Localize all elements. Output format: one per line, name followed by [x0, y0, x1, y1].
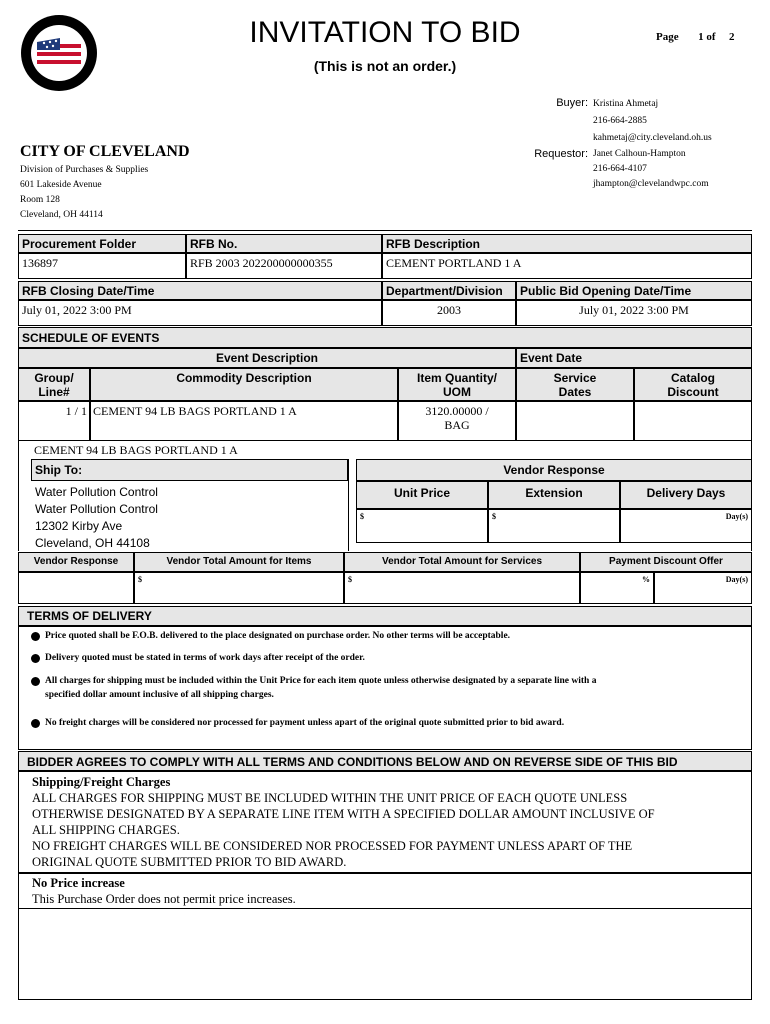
catalog-label: Catalog [670, 371, 715, 385]
discount-percent-input[interactable] [580, 572, 654, 604]
extension-header [488, 481, 620, 509]
org-division: Division of Purchases & Supplies [20, 165, 149, 175]
rfb-closing-header [18, 281, 382, 300]
procurement-folder-value: 136897 [18, 253, 186, 279]
org-street: 601 Lakeside Avenue [20, 180, 102, 190]
rfb-no-value: RFB 2003 202200000000355 [186, 253, 382, 279]
buyer-info [593, 96, 712, 147]
shipping-line: ALL SHIPPING CHARGES. [32, 823, 180, 837]
rfb-description-header [382, 234, 752, 253]
group-line-header [18, 368, 90, 401]
ship-line-2: Water Pollution Control [35, 502, 158, 516]
shipping-line: ALL CHARGES FOR SHIPPING MUST BE INCLUDED WITHIN THE UNIT PRICE OF EACH QUOTE UNLESS [32, 791, 628, 805]
inner-divider [18, 908, 752, 909]
qty-label: Item Quantity/ [416, 371, 497, 385]
bid-opening-label: Public Bid Opening Date/Time [520, 284, 692, 298]
shipping-line: NO FREIGHT CHARGES WILL BE CONSIDERED NOR PROCESSED FOR PAYMENT UNLESS APART OF THE [32, 839, 633, 853]
page-number: 1 [698, 31, 704, 43]
commodity-description-header [90, 368, 398, 401]
page-label: Page [656, 31, 679, 43]
vendor-response-label: Vendor Response [503, 463, 605, 477]
term-text: Delivery quoted must be stated in terms of work days after receipt of the order. [45, 653, 365, 663]
rfb-closing-label: RFB Closing Date/Time [22, 284, 155, 298]
delivery-days-header [620, 481, 752, 509]
shipping-freight-title: Shipping/Freight Charges [32, 775, 171, 789]
event-date-header [516, 348, 752, 368]
unit-price-input[interactable] [356, 509, 488, 543]
schedule-title: SCHEDULE OF EVENTS [22, 331, 160, 345]
totals-vendor-response-header [18, 552, 134, 572]
bullet-icon [31, 719, 40, 728]
event-description-label: Event Description [215, 351, 319, 365]
department-label: Department/Division [386, 284, 503, 298]
totals-vendor-response-cell [18, 572, 134, 604]
extension-label: Extension [525, 486, 583, 500]
unit-price-label: Unit Price [393, 486, 450, 500]
row-catalog-discount [634, 401, 752, 441]
delivery-days-suffix: Day(s) [725, 512, 748, 521]
bullet-icon [31, 654, 40, 663]
extension-input[interactable] [488, 509, 620, 543]
page-of: of [706, 31, 716, 43]
term-item [31, 674, 596, 702]
discount-days-input[interactable] [654, 572, 752, 604]
unit-price-dollar: $ [360, 512, 364, 521]
row-uom-value: BAG [444, 418, 470, 432]
requestor-info [593, 147, 709, 192]
row-quantity [398, 401, 516, 441]
totals-vendor-response-label: Vendor Response [33, 556, 119, 567]
ship-line-1: Water Pollution Control [35, 485, 158, 499]
vendor-response-header [356, 459, 752, 481]
ship-to-label: Ship To: [35, 463, 83, 477]
extension-dollar: $ [492, 512, 496, 521]
delivery-days-input[interactable] [620, 509, 752, 543]
term-item [31, 716, 564, 730]
requestor-name: Janet Calhoun-Hampton [593, 149, 686, 159]
term-text: No freight charges will be considered nor processed for payment unless apart of the original quote submitted prior to bid award. [45, 718, 565, 728]
terms-of-delivery-body [18, 626, 752, 750]
row-commodity: CEMENT 94 LB BAGS PORTLAND 1 A [90, 401, 398, 441]
buyer-label: Buyer: [556, 97, 588, 109]
term-item [31, 629, 510, 643]
buyer-name: Kristina Ahmetaj [593, 99, 659, 109]
requestor-phone: 216-664-4107 [593, 164, 647, 174]
org-address [20, 163, 148, 223]
department-value: 2003 [382, 300, 516, 326]
org-name: CITY OF CLEVELAND [20, 143, 190, 160]
requestor-label: Requestor: [534, 148, 588, 160]
discount-percent-sign: % [642, 575, 650, 584]
org-city: Cleveland, OH 44114 [20, 210, 103, 220]
total-services-input[interactable] [344, 572, 580, 604]
rfb-table-border [18, 230, 752, 231]
page-indicator [656, 31, 735, 43]
item-description: CEMENT 94 LB BAGS PORTLAND 1 A [34, 443, 238, 457]
procurement-folder-header [18, 234, 186, 253]
line-label: Line# [38, 385, 70, 399]
catalog-discount-header [634, 368, 752, 401]
terms-of-delivery-header [18, 606, 752, 626]
schedule-of-events-header [18, 327, 752, 348]
total-services-dollar: $ [348, 575, 352, 584]
total-items-header [134, 552, 344, 572]
total-items-label: Vendor Total Amount for Items [166, 556, 312, 567]
procurement-folder-label: Procurement Folder [22, 237, 137, 251]
terms-title: TERMS OF DELIVERY [27, 609, 152, 623]
service-dates-header [516, 368, 634, 401]
department-header [382, 281, 516, 300]
row-qty-value: 3120.00000 / [425, 404, 489, 418]
term-text-continued: specified dollar amount inclusive of all shipping charges. [45, 690, 274, 700]
document-title: INVITATION TO BID [249, 16, 521, 49]
buyer-email: kahmetaj@city.cleveland.oh.us [593, 133, 712, 143]
shipping-line: ORIGINAL QUOTE SUBMITTED PRIOR TO BID AWARD. [32, 855, 347, 869]
bullet-icon [31, 632, 40, 641]
ship-line-3: 12302 Kirby Ave [35, 519, 123, 533]
rfb-description-value: CEMENT PORTLAND 1 A [382, 253, 752, 279]
rfb-description-label: RFB Description [386, 237, 481, 251]
service-label: Service [553, 371, 597, 385]
total-services-label: Vendor Total Amount for Services [381, 556, 543, 567]
term-text: Price quoted shall be F.O.B. delivered to the place designated on purchase order. No other terms will be acceptable. [45, 631, 511, 641]
row-group-line: 1 / 1 [18, 401, 90, 441]
org-room: Room 128 [20, 195, 60, 205]
bid-opening-header [516, 281, 752, 300]
bidder-agrees-title: BIDDER AGREES TO COMPLY WITH ALL TERMS AND CONDITIONS BELOW AND ON REVERSE SIDE OF THIS BID [27, 755, 678, 769]
uom-label: UOM [443, 385, 471, 399]
row-service-dates [516, 401, 634, 441]
payment-discount-header [580, 552, 752, 572]
dates-label: Dates [558, 385, 592, 399]
page-total: 2 [729, 31, 735, 43]
no-price-increase-section [18, 873, 752, 1000]
no-price-increase-title: No Price increase [32, 876, 125, 890]
commodity-label: Commodity Description [176, 371, 312, 385]
total-items-dollar: $ [138, 575, 142, 584]
rfb-closing-value: July 01, 2022 3:00 PM [18, 300, 382, 326]
term-text: All charges for shipping must be included within the Unit Price for each item quote unless otherwise designated by a separate line with a [45, 676, 597, 686]
rfb-no-label: RFB No. [190, 237, 238, 251]
payment-discount-label: Payment Discount Offer [609, 556, 723, 567]
bullet-icon [31, 677, 40, 686]
ship-to-address [35, 484, 158, 552]
no-price-increase-text: This Purchase Order does not permit price increases. [32, 892, 296, 906]
shipping-freight-section [18, 771, 752, 873]
ship-line-4: Cleveland, OH 44108 [35, 536, 150, 550]
group-label: Group/ [34, 371, 74, 385]
item-quantity-header [398, 368, 516, 401]
shipping-line: OTHERWISE DESIGNATED BY A SEPARATE LINE ITEM WITH A SPECIFIED DOLLAR AMOUNT INCLUSIVE OF [32, 807, 655, 821]
shipping-freight-text [32, 790, 738, 870]
discount-label: Discount [667, 385, 719, 399]
total-services-header [344, 552, 580, 572]
unit-price-header [356, 481, 488, 509]
total-items-input[interactable] [134, 572, 344, 604]
bidder-agrees-header [18, 751, 752, 771]
bid-opening-value: July 01, 2022 3:00 PM [516, 300, 752, 326]
delivery-days-label: Delivery Days [646, 486, 726, 500]
event-date-label: Event Date [520, 351, 583, 365]
event-description-header [18, 348, 516, 368]
discount-days-suffix: Day(s) [725, 575, 748, 584]
buyer-phone: 216-664-2885 [593, 116, 647, 126]
rfb-no-header [186, 234, 382, 253]
ship-to-divider [348, 459, 349, 551]
document-subtitle: (This is not an order.) [313, 58, 457, 74]
requestor-email: jhampton@clevelandwpc.com [593, 179, 709, 189]
term-item [31, 651, 365, 665]
ship-to-header [31, 459, 348, 481]
